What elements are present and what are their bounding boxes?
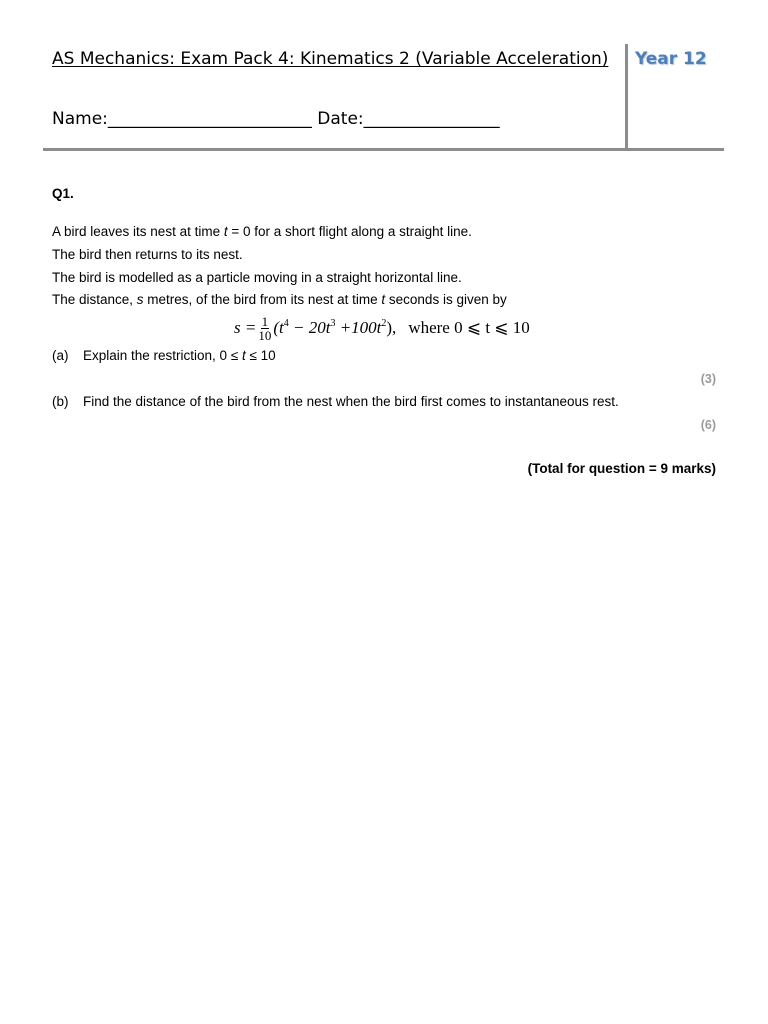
formula-lhs: s = (234, 318, 257, 337)
question-line-2: The bird then returns to its nest. (52, 247, 243, 262)
question-number: Q1. (52, 186, 74, 201)
part-a-marks: (3) (700, 372, 716, 386)
date-label: Date: (317, 109, 364, 129)
question-total-marks: (Total for question = 9 marks) (527, 461, 716, 476)
part-b-marks: (6) (700, 418, 716, 432)
formula-terms: $(t^4 - 20t^3 +100t^2)$, (273, 318, 397, 337)
name-date-row (52, 107, 622, 131)
question-line-3: The bird is modelled as a particle moving in a straight horizontal line. (52, 270, 462, 285)
year-badge: Year 12 (635, 49, 707, 69)
document-title: AS Mechanics: Exam Pack 4: Kinematics 2 (Variable Acceleration) (52, 49, 609, 69)
distance-formula (234, 314, 530, 342)
name-label: Name: (52, 109, 108, 129)
header-horizontal-divider (43, 148, 724, 151)
question-line-1: A bird leaves its nest at time t = 0 for a short flight along a straight line. (52, 224, 472, 239)
header-vertical-divider (625, 44, 628, 150)
date-blank: ________________ (363, 109, 500, 129)
part-a-text: Explain the restriction, 0 ≤ t ≤ 10 (83, 348, 276, 363)
name-blank: ________________________ (107, 109, 312, 129)
part-b-text: Find the distance of the bird from the nest when the bird first comes to instantaneous rest. (83, 394, 619, 409)
formula-domain: where 0 ⩽ t ⩽ 10 (408, 318, 530, 337)
part-a-label: (a) (52, 348, 69, 363)
formula-fraction: $\frac{1}{10}$ (258, 313, 272, 343)
question-line-4: The distance, s metres, of the bird from its nest at time t seconds is given by (52, 292, 507, 307)
part-b-label: (b) (52, 394, 69, 409)
